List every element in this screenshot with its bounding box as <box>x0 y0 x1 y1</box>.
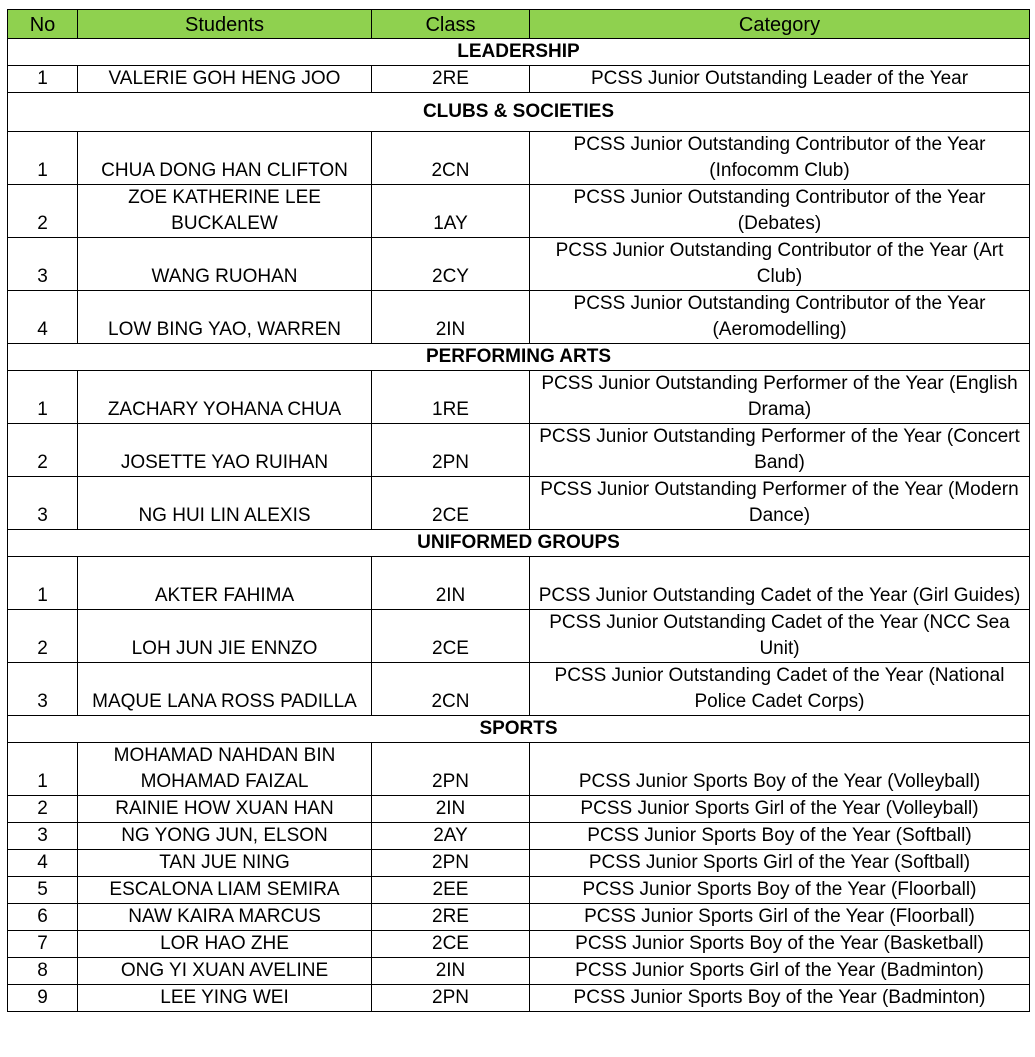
row-category: PCSS Junior Outstanding Contributor of the Year (Art Club) <box>530 238 1030 291</box>
row-no: 3 <box>8 477 78 530</box>
row-no: 4 <box>8 291 78 344</box>
row-no: 5 <box>8 877 78 904</box>
row-student: ONG YI XUAN AVELINE <box>78 958 372 985</box>
row-category: PCSS Junior Outstanding Contributor of the Year (Infocomm Club) <box>530 132 1030 185</box>
row-student: NAW KAIRA MARCUS <box>78 904 372 931</box>
table-row <box>8 796 1030 823</box>
row-class: 2PN <box>372 424 530 477</box>
table-row <box>8 931 1030 958</box>
row-student: ESCALONA LIAM SEMIRA <box>78 877 372 904</box>
row-student: AKTER FAHIMA <box>78 557 372 610</box>
row-student: RAINIE HOW XUAN HAN <box>78 796 372 823</box>
table-row <box>8 291 1030 344</box>
row-category: PCSS Junior Outstanding Leader of the Year <box>530 66 1030 93</box>
row-category: PCSS Junior Outstanding Cadet of the Year (National Police Cadet Corps) <box>530 663 1030 716</box>
row-no: 3 <box>8 663 78 716</box>
table-row <box>8 663 1030 716</box>
row-no: 2 <box>8 424 78 477</box>
section-title: CLUBS & SOCIETIES <box>8 93 1030 132</box>
row-student: ZOE KATHERINE LEE BUCKALEW <box>78 185 372 238</box>
row-no: 4 <box>8 850 78 877</box>
header-row <box>8 10 1030 39</box>
section-header <box>8 39 1030 66</box>
section-title: SPORTS <box>8 716 1030 743</box>
row-category: PCSS Junior Sports Girl of the Year (Volleyball) <box>530 796 1030 823</box>
table-row <box>8 557 1030 610</box>
row-student: LOR HAO ZHE <box>78 931 372 958</box>
table-row <box>8 132 1030 185</box>
row-student: CHUA DONG HAN CLIFTON <box>78 132 372 185</box>
row-class: 2EE <box>372 877 530 904</box>
row-category: PCSS Junior Sports Boy of the Year (Basketball) <box>530 931 1030 958</box>
table-row <box>8 238 1030 291</box>
row-no: 2 <box>8 610 78 663</box>
row-class: 2CN <box>372 132 530 185</box>
row-class: 2CY <box>372 238 530 291</box>
row-class: 2PN <box>372 985 530 1012</box>
row-category: PCSS Junior Sports Girl of the Year (Badminton) <box>530 958 1030 985</box>
section-header <box>8 530 1030 557</box>
header-class: Class <box>372 10 530 39</box>
table-row <box>8 958 1030 985</box>
header-students: Students <box>78 10 372 39</box>
row-student: NG YONG JUN, ELSON <box>78 823 372 850</box>
table-row <box>8 985 1030 1012</box>
table-row <box>8 610 1030 663</box>
row-class: 2IN <box>372 958 530 985</box>
row-student: LOW BING YAO, WARREN <box>78 291 372 344</box>
row-student: ZACHARY YOHANA CHUA <box>78 371 372 424</box>
row-category: PCSS Junior Outstanding Performer of the Year (Concert Band) <box>530 424 1030 477</box>
section-title: UNIFORMED GROUPS <box>8 530 1030 557</box>
row-student: MOHAMAD NAHDAN BIN MOHAMAD FAIZAL <box>78 743 372 796</box>
row-category: PCSS Junior Outstanding Contributor of the Year (Aeromodelling) <box>530 291 1030 344</box>
row-no: 2 <box>8 185 78 238</box>
row-no: 1 <box>8 132 78 185</box>
row-student: VALERIE GOH HENG JOO <box>78 66 372 93</box>
table-row <box>8 477 1030 530</box>
row-no: 8 <box>8 958 78 985</box>
section-title: LEADERSHIP <box>8 39 1030 66</box>
row-category: PCSS Junior Sports Boy of the Year (Volleyball) <box>530 743 1030 796</box>
row-category: PCSS Junior Outstanding Performer of the Year (Modern Dance) <box>530 477 1030 530</box>
row-class: 2RE <box>372 66 530 93</box>
row-class: 2PN <box>372 850 530 877</box>
row-category: PCSS Junior Outstanding Cadet of the Year (NCC Sea Unit) <box>530 610 1030 663</box>
row-student: TAN JUE NING <box>78 850 372 877</box>
row-student: LOH JUN JIE ENNZO <box>78 610 372 663</box>
row-class: 2IN <box>372 557 530 610</box>
row-student: WANG RUOHAN <box>78 238 372 291</box>
row-no: 3 <box>8 238 78 291</box>
table-row <box>8 877 1030 904</box>
row-class: 2CE <box>372 931 530 958</box>
table-row <box>8 371 1030 424</box>
row-class: 2RE <box>372 904 530 931</box>
row-class: 2CN <box>372 663 530 716</box>
row-student: LEE YING WEI <box>78 985 372 1012</box>
row-no: 3 <box>8 823 78 850</box>
table-row <box>8 904 1030 931</box>
awards-table <box>7 9 1030 1012</box>
row-class: 2CE <box>372 610 530 663</box>
row-class: 2PN <box>372 743 530 796</box>
row-category: PCSS Junior Sports Boy of the Year (Badminton) <box>530 985 1030 1012</box>
row-no: 1 <box>8 743 78 796</box>
row-no: 2 <box>8 796 78 823</box>
row-no: 7 <box>8 931 78 958</box>
row-category: PCSS Junior Outstanding Cadet of the Year (Girl Guides) <box>530 557 1030 610</box>
row-class: 1AY <box>372 185 530 238</box>
table-row <box>8 185 1030 238</box>
table-row <box>8 743 1030 796</box>
row-class: 2IN <box>372 291 530 344</box>
table-row <box>8 424 1030 477</box>
row-no: 1 <box>8 66 78 93</box>
header-no: No <box>8 10 78 39</box>
table-row <box>8 823 1030 850</box>
row-class: 2IN <box>372 796 530 823</box>
row-student: JOSETTE YAO RUIHAN <box>78 424 372 477</box>
section-title: PERFORMING ARTS <box>8 344 1030 371</box>
row-no: 9 <box>8 985 78 1012</box>
row-class: 2CE <box>372 477 530 530</box>
table-row <box>8 850 1030 877</box>
section-header <box>8 93 1030 132</box>
section-header <box>8 716 1030 743</box>
header-category: Category <box>530 10 1030 39</box>
row-student: MAQUE LANA ROSS PADILLA <box>78 663 372 716</box>
section-header <box>8 344 1030 371</box>
row-no: 1 <box>8 371 78 424</box>
row-category: PCSS Junior Sports Boy of the Year (Floorball) <box>530 877 1030 904</box>
row-category: PCSS Junior Sports Girl of the Year (Softball) <box>530 850 1030 877</box>
row-no: 1 <box>8 557 78 610</box>
row-student: NG HUI LIN ALEXIS <box>78 477 372 530</box>
row-category: PCSS Junior Outstanding Performer of the Year (English Drama) <box>530 371 1030 424</box>
row-category: PCSS Junior Outstanding Contributor of the Year (Debates) <box>530 185 1030 238</box>
row-class: 1RE <box>372 371 530 424</box>
row-class: 2AY <box>372 823 530 850</box>
row-no: 6 <box>8 904 78 931</box>
row-category: PCSS Junior Sports Girl of the Year (Floorball) <box>530 904 1030 931</box>
table-row <box>8 66 1030 93</box>
row-category: PCSS Junior Sports Boy of the Year (Softball) <box>530 823 1030 850</box>
